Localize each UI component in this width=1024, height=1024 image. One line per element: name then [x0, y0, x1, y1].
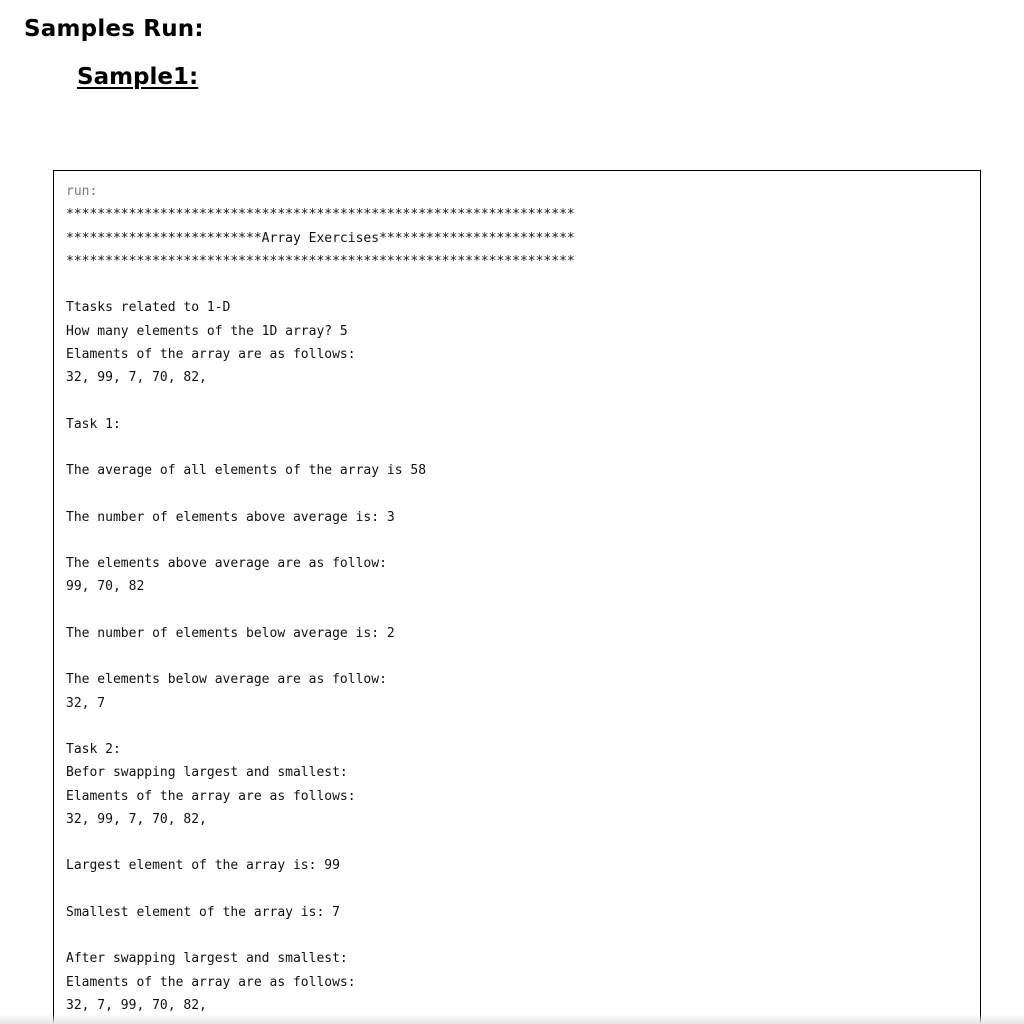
console-line: The number of elements above average is: 3	[66, 509, 395, 525]
console-line: Task 1:	[66, 416, 121, 432]
console-line: 32, 7, 99, 70, 82,	[66, 997, 207, 1013]
console-line	[66, 529, 575, 552]
console-line	[66, 645, 575, 668]
console-line: After swapping largest and smallest:	[66, 951, 348, 967]
console-line: 32, 7	[66, 695, 106, 711]
console-line: *************************Array Exercises*************************	[66, 230, 575, 246]
console-line	[66, 389, 575, 412]
console-output-lines	[66, 180, 575, 1017]
console-line: Task 2:	[66, 742, 121, 757]
console-line: run:	[66, 184, 98, 199]
console-line: The number of elements below average is: 2	[66, 625, 395, 641]
console-line: 32, 99, 7, 70, 82,	[66, 811, 207, 827]
console-line	[66, 599, 575, 622]
console-line	[66, 482, 575, 505]
console-line: Elaments of the array are as follows:	[66, 788, 356, 804]
console-line: How many elements of the 1D array? 5	[66, 323, 348, 339]
console-line	[66, 878, 575, 901]
console-line	[66, 831, 575, 854]
console-line: The elements below average are as follow:	[66, 672, 387, 688]
console-line	[66, 436, 575, 459]
console-line: The average of all elements of the array is 58	[66, 463, 427, 478]
console-line: Elaments of the array are as follows:	[66, 346, 356, 362]
console-line: Smallest element of the array is: 7	[66, 904, 340, 920]
console-line: Largest element of the array is: 99	[66, 858, 340, 874]
console-line: *****************************************************************	[66, 253, 575, 269]
console-line: The elements above average are as follow:	[66, 556, 387, 571]
console-line: Ttasks related to 1-D	[66, 300, 231, 316]
console-output-box	[53, 170, 981, 1024]
console-line: 99, 70, 82	[66, 579, 145, 595]
console-line: *****************************************************************	[66, 207, 575, 223]
console-line: Befor swapping largest and smallest:	[66, 765, 348, 781]
console-line	[66, 924, 575, 947]
console-line	[66, 715, 575, 738]
console-line: 32, 99, 7, 70, 82,	[66, 370, 207, 385]
console-line	[66, 273, 575, 296]
page-heading: Samples Run:	[24, 16, 204, 42]
console-line: Elaments of the array are as follows:	[66, 974, 356, 990]
sample-heading: Sample1:	[77, 64, 199, 90]
